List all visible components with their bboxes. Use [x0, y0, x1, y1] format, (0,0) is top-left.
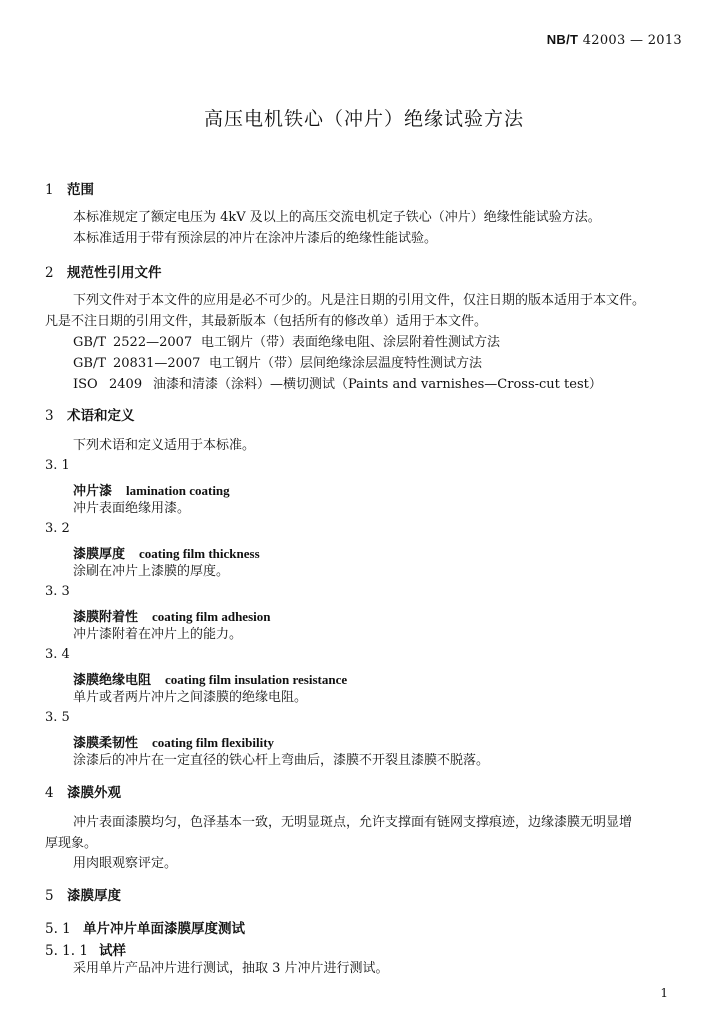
- term-number: 3. 5: [45, 710, 70, 725]
- section-2-paragraph-line-2: 凡是不注日期的引用文件，其最新版本（包括所有的修改单）适用于本文件。: [45, 314, 488, 329]
- subsection-number: 5. 1. 1: [45, 943, 88, 959]
- section-number: 3: [45, 408, 54, 424]
- standard-code: [547, 32, 682, 48]
- term-en: coating film thickness: [139, 546, 260, 561]
- term-number: 3. 4: [45, 647, 70, 662]
- term-heading: [73, 606, 270, 625]
- term-definition: 冲片表面绝缘用漆。: [73, 501, 191, 516]
- term-zh: 冲片漆: [73, 484, 113, 499]
- section-2-paragraph-line-1: 下列文件对于本文件的应用是必不可少的。凡是注日期的引用文件，仅注日期的版本适用于本文件。: [73, 293, 646, 308]
- document-title: 高压电机铁心（冲片）绝缘试验方法: [203, 108, 524, 130]
- section-1-paragraph-2: 本标准适用于带有预涂层的冲片在涂冲片漆后的绝缘性能试验。: [73, 231, 438, 246]
- section-title: 漆膜外观: [67, 785, 121, 801]
- section-1-paragraph-1: 本标准规定了额定电压为 4kV 及以上的高压交流电机定子铁心（冲片）绝缘性能试验方法。: [73, 210, 601, 225]
- section-4-heading: [45, 781, 121, 801]
- term-heading: [73, 543, 260, 562]
- section-4-paragraph-line-1: 冲片表面漆膜均匀，色泽基本一致，无明显斑点，允许支撑面有链网支撑痕迹，边缘漆膜无明显增: [73, 815, 633, 830]
- page-number: 1: [660, 986, 668, 1000]
- section-2-heading: [45, 261, 162, 281]
- term-heading: [73, 480, 230, 499]
- reference-code: GB/T: [73, 335, 106, 350]
- term-en: lamination coating: [126, 483, 230, 498]
- standard-code-prefix: NB/T: [546, 32, 579, 47]
- subsection-number: 5. 1: [45, 921, 71, 937]
- section-3-heading: [45, 404, 135, 424]
- term-zh: 漆膜绝缘电阻: [73, 673, 152, 688]
- standard-code-number: 42003 — 2013: [582, 33, 682, 48]
- term-definition: 涂漆后的冲片在一定直径的铁心杆上弯曲后，漆膜不开裂且漆膜不脱落。: [73, 753, 490, 768]
- reference-number: 2409: [109, 377, 143, 392]
- reference-number: 20831—2007: [113, 356, 201, 371]
- term-definition: 涂刷在冲片上漆膜的厚度。: [73, 564, 230, 579]
- section-title: 漆膜厚度: [67, 888, 121, 904]
- subsection-5-1-heading: [45, 917, 245, 937]
- subsection-title: 单片冲片单面漆膜厚度测试: [83, 921, 245, 937]
- reference-title: 油漆和清漆（涂料）—横切测试（Paints and varnishes—Cross-cut test）: [153, 377, 602, 392]
- term-number: 3. 2: [45, 521, 70, 536]
- section-number: 4: [45, 785, 54, 801]
- reference-item: [73, 332, 500, 353]
- reference-number: 2522—2007: [113, 335, 193, 350]
- section-5-heading: [45, 884, 121, 904]
- reference-code: GB/T: [73, 356, 106, 371]
- term-heading: [73, 732, 274, 751]
- subsection-5-1-1-heading: [45, 939, 126, 959]
- section-title: 术语和定义: [67, 408, 135, 424]
- term-definition: 单片或者两片冲片之间漆膜的绝缘电阻。: [73, 690, 308, 705]
- term-number: 3. 1: [45, 458, 70, 473]
- section-title: 规范性引用文件: [67, 265, 162, 281]
- subsection-title: 试样: [99, 943, 126, 959]
- reference-code: ISO: [73, 377, 98, 392]
- section-number: 1: [45, 182, 54, 198]
- term-zh: 漆膜厚度: [73, 547, 126, 562]
- reference-title: 电工钢片（带）表面绝缘电阻、涂层附着性测试方法: [201, 335, 501, 350]
- term-en: coating film insulation resistance: [165, 672, 348, 687]
- section-number: 2: [45, 265, 54, 281]
- reference-title: 电工钢片（带）层间绝缘涂层温度特性测试方法: [209, 356, 483, 371]
- section-number: 5: [45, 888, 54, 904]
- term-number: 3. 3: [45, 584, 70, 599]
- term-heading: [73, 669, 347, 688]
- section-4-paragraph-line-2: 厚现象。: [45, 836, 98, 851]
- term-zh: 漆膜柔韧性: [73, 736, 139, 751]
- section-title: 范围: [67, 182, 94, 198]
- reference-item: [73, 353, 482, 374]
- section-1-heading: [45, 178, 94, 198]
- term-en: coating film flexibility: [152, 735, 275, 750]
- section-5-paragraph-1: 采用单片产品冲片进行测试，抽取 3 片冲片进行测试。: [73, 961, 389, 976]
- section-3-intro: 下列术语和定义适用于本标准。: [73, 438, 256, 453]
- term-definition: 冲片漆附着在冲片上的能力。: [73, 627, 243, 642]
- term-en: coating film adhesion: [152, 609, 271, 624]
- term-zh: 漆膜附着性: [73, 610, 139, 625]
- section-4-paragraph-2: 用肉眼观察评定。: [73, 856, 178, 871]
- reference-item: [73, 374, 602, 395]
